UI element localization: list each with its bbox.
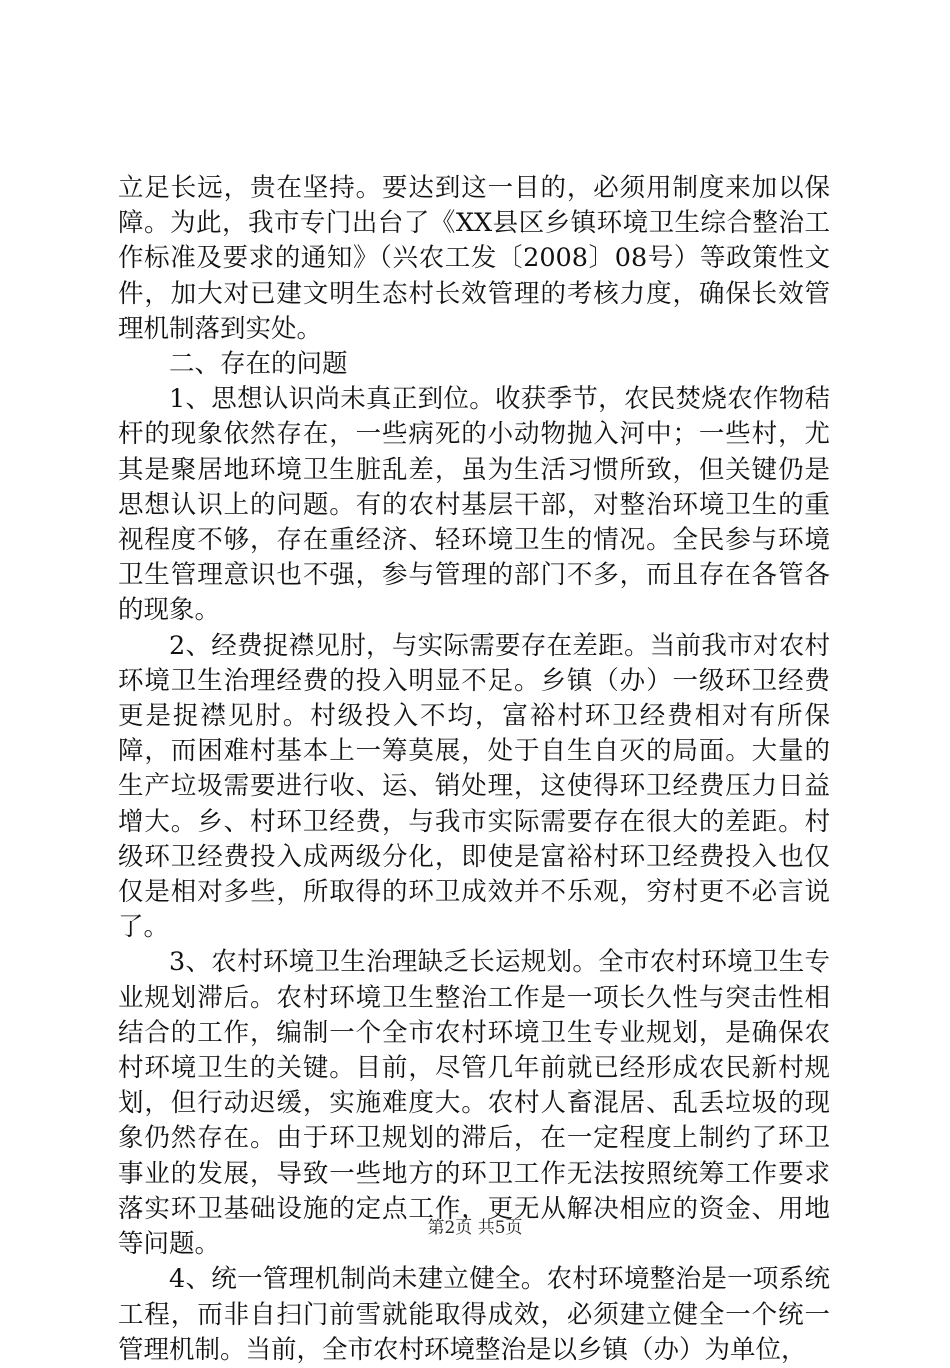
page-number: 第2页 共5页 (427, 1218, 523, 1238)
paragraph-point-3: 3、农村环境卫生治理缺乏长运规划。全市农村环境卫生专业规划滞后。农村环境卫生整治工作是一项长久性与突击性相结合的工作，编制一个全市农村环境卫生专业规划，是确保农村环境卫生的关键。目前，尽管几年前就已经形成农民新村规划，但行动迟缓，实施难度大。农村人畜混居、乱丢垃圾的现象仍然存在。由于环卫规划的滞后，在一定程度上制约了环卫事业的发展，导致一些地方的环卫工作无法按照统筹工作要求落实环卫基础设施的定点工作，更无从解决相应的资金、用地等问题。 (118, 947, 830, 1260)
paragraph-point-1: 1、思想认识尚未真正到位。收获季节，农民焚烧农作物秸杆的现象依然存在，一些病死的小动物抛入河中；一些村，尤其是聚居地环境卫生脏乱差，虽为生活习惯所致，但关键仍是思想认识上的问题。有的农村基层干部，对整治环境卫生的重视程度不够，存在重经济、轻环境卫生的情况。全民参与环境卫生管理意识也不强，参与管理的部门不多，而且存在各管各的现象。 (118, 384, 830, 626)
body-text (118, 171, 830, 1368)
paragraph-continuation: 立足长远，贵在坚持。要达到这一目的，必须用制度来加以保障。为此，我市专门出台了《XX县区乡镇环境卫生综合整治工作标准及要求的通知》（兴农工发〔2008〕08号）等政策性文件，加大对已建文明生态村长效管理的考核力度，确保长效管理机制落到实处。 (118, 173, 830, 344)
paragraph-point-2: 2、经费捉襟见肘，与实际需要存在差距。当前我市对农村环境卫生治理经费的投入明显不足。乡镇（办）一级环卫经费更是捉襟见肘。村级投入不均，富裕村环卫经费相对有所保障，而困难村基本上一筹莫展，处于自生自灭的局面。大量的生产垃圾需要进行收、运、销处理，这使得环卫经费压力日益增大。乡、村环卫经费，与我市实际需要存在很大的差距。村级环卫经费投入成两级分化，即使是富裕村环卫经费投入也仅仅是相对多些，所取得的环卫成效并不乐观，穷村更不必言说了。 (118, 630, 830, 943)
section-heading-problems: 二、存在的问题 (169, 349, 348, 380)
page-footer (0, 1217, 950, 1239)
paragraph-point-4: 4、统一管理机制尚未建立健全。农村环境整治是一项系统工程，而非自扫门前雪就能取得成效，必须建立健全一个统一管理机制。当前，全市农村环境整治是以乡镇（办）为单位， (118, 1264, 830, 1365)
